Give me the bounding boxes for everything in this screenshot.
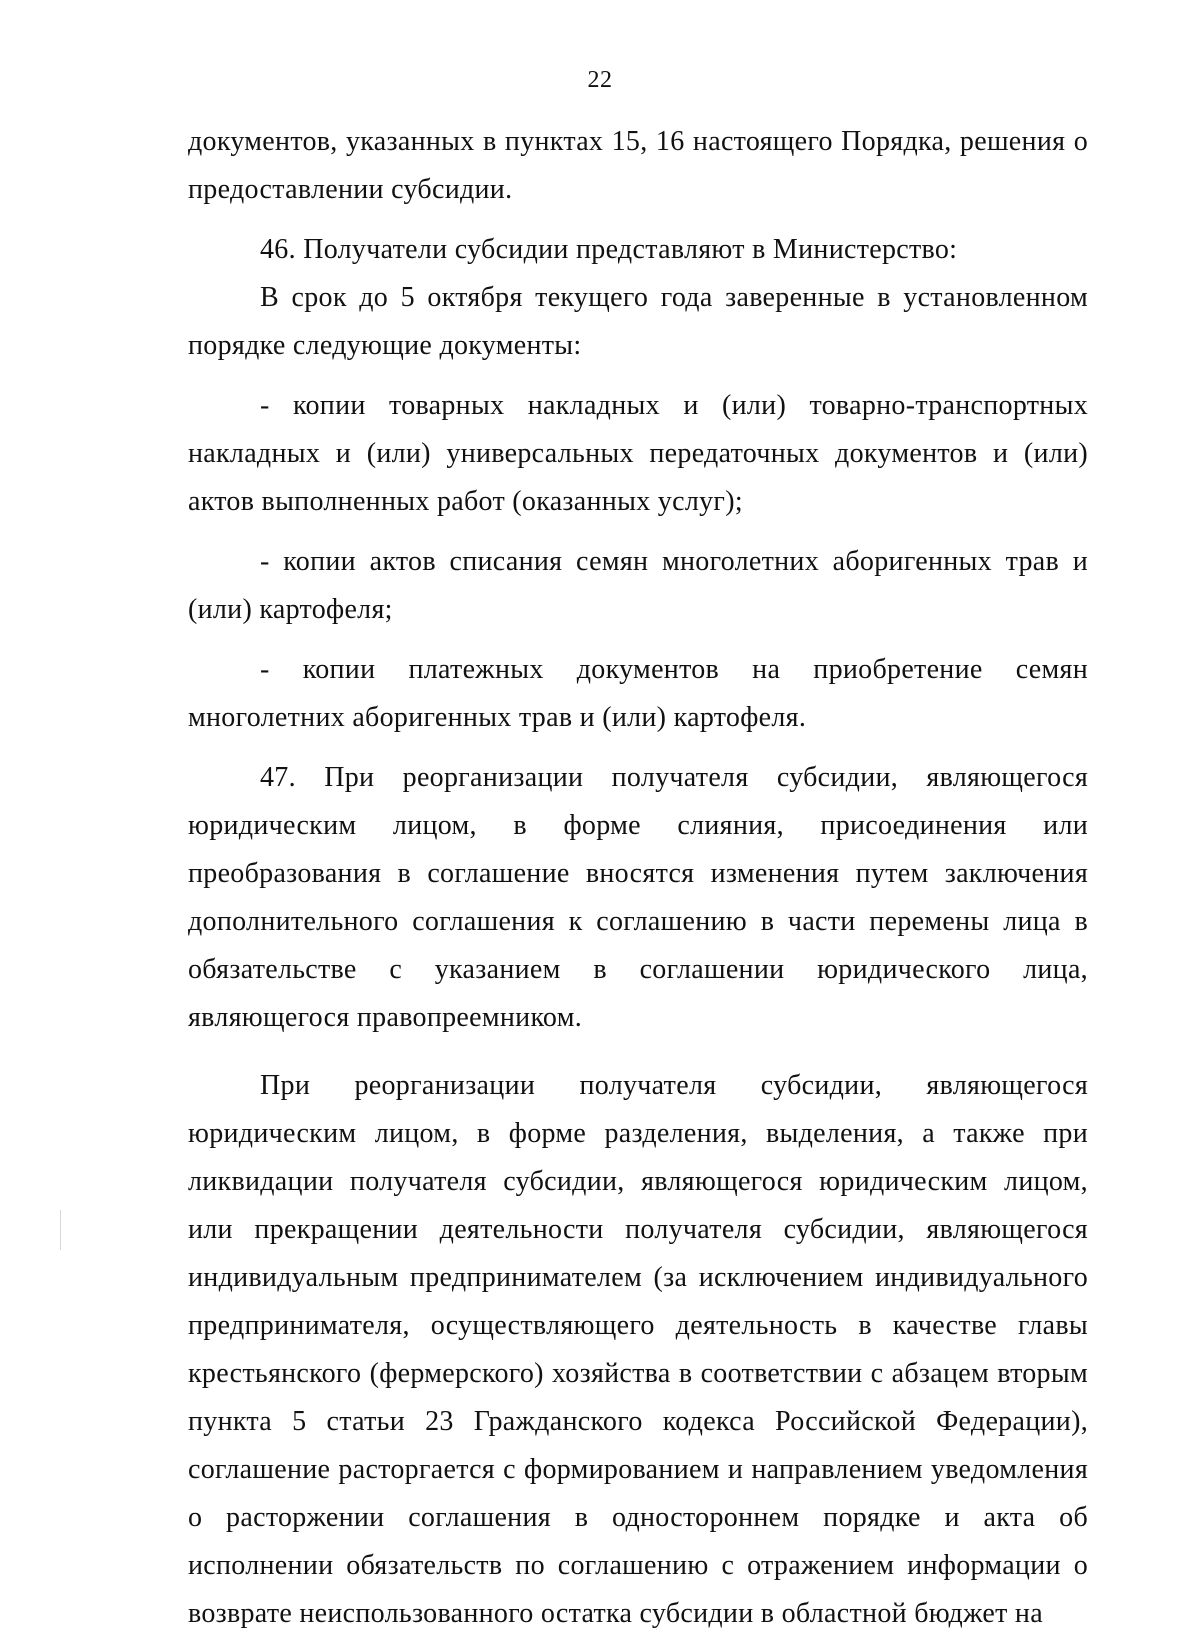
page-number: 22 xyxy=(587,67,613,93)
scan-margin-mark xyxy=(60,1210,61,1250)
document-body xyxy=(188,118,1088,1638)
paragraph-continuation: документов, указанных в пунктах 15, 16 настоящего Порядка, решения о предоставлении субсидии. xyxy=(188,126,1088,205)
paragraph-deadline: В срок до 5 октября текущего года заверенные в установленном порядке следующие документы: xyxy=(188,282,1088,361)
list-item-invoices: - копии товарных накладных и (или) товарно-транспортных накладных и (или) универсальных передаточных документов и (или) актов выполненных работ (оказанных услуг); xyxy=(188,390,1088,517)
paragraph-item-47: 47. При реорганизации получателя субсидии, являющегося юридическим лицом, в форме слияния, присоединения или преобразования в соглашение вносятся изменения путем заключения дополнительного соглашения к соглашению в части перемены лица в обязательстве с указанием в соглашении юридического лица, являющегося правопреемником. xyxy=(188,762,1088,1033)
list-item-write-off-acts: - копии актов списания семян многолетних аборигенных трав и (или) картофеля; xyxy=(188,546,1088,625)
paragraph-reorganization: При реорганизации получателя субсидии, являющегося юридическим лицом, в форме разделения, выделения, а также при ликвидации получателя субсидии, являющегося юридическим лицом, или прекращении деятельности получателя субсидии, являющегося индивидуальным предпринимателем (за исключением индивидуального предпринимателя, осуществляющего деятельность в качестве главы крестьянского (фермерского) хозяйства в соответствии с абзацем вторым пункта 5 статьи 23 Гражданского кодекса Российской Федерации), соглашение расторгается с формированием и направлением уведомления о расторжении соглашения в одностороннем порядке и акта об исполнении обязательств по соглашению с отражением информации о возврате неиспользованного остатка субсидии в областной бюджет на xyxy=(188,1070,1088,1629)
paragraph-item-46: 46. Получатели субсидии представляют в Министерство: xyxy=(260,234,958,265)
list-item-payment-documents: - копии платежных документов на приобретение семян многолетних аборигенных трав и (или) картофеля. xyxy=(188,654,1088,733)
